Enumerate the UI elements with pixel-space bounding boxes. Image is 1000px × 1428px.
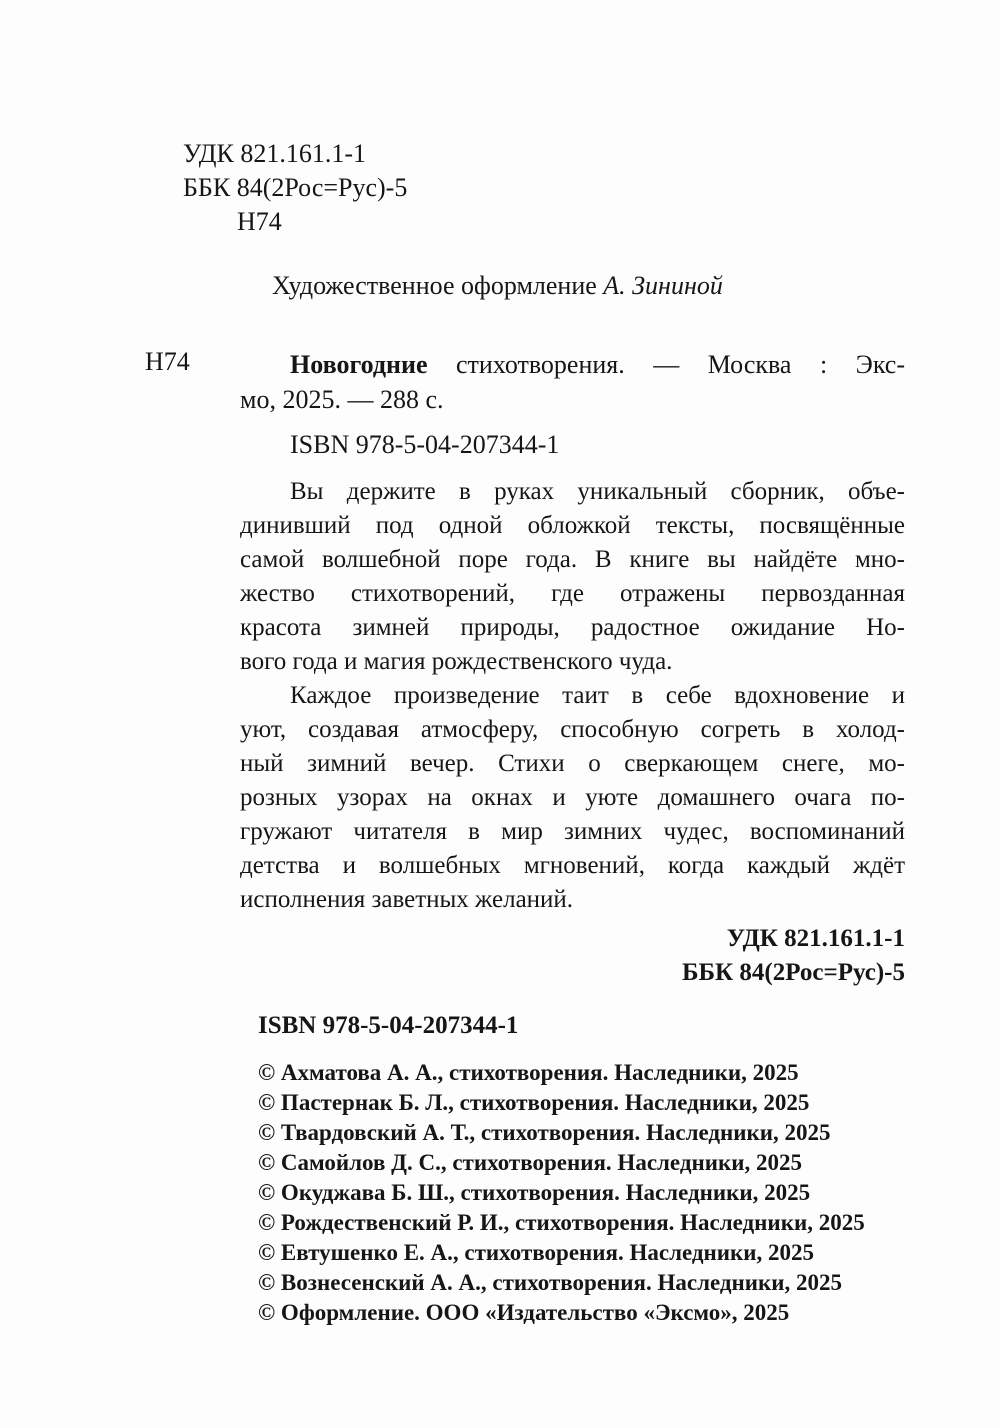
- annotation-line: детства и волшебных мгновений, когда каждый ждёт: [240, 852, 905, 879]
- annotation-line: Вы держите в руках уникальный сборник, объе-: [290, 478, 905, 505]
- annotation-line: ный зимний вечер. Стихи о сверкающем снеге, мо-: [240, 750, 905, 777]
- annotation-line: исполнения заветных желаний.: [240, 886, 574, 913]
- annotation-text: [240, 475, 905, 917]
- isbn-number: ISBN 978-5-04-207344-1: [290, 430, 560, 459]
- copyright-line: © Оформление. ООО «Издательство «Эксмо», 2025: [258, 1300, 790, 1325]
- copyright-line: © Пастернак Б. Л., стихотворения. Наследники, 2025: [258, 1090, 810, 1115]
- copyright-line: © Ахматова А. А., стихотворения. Наследники, 2025: [258, 1060, 799, 1085]
- isbn-number-bold: ISBN 978-5-04-207344-1: [258, 1012, 519, 1039]
- annotation-line: самой волшебной поре года. В книге вы найдёте мно-: [240, 546, 905, 573]
- bibliographic-codes-bottom: [240, 922, 905, 990]
- annotation-line: гружают читателя в мир зимних чудес, воспоминаний: [240, 818, 905, 845]
- designer-name: А. Зининой: [603, 271, 723, 300]
- bbk-code-top: ББК 84(2Рос=Рус)-5: [183, 173, 408, 202]
- annotation-line: красота зимней природы, радостное ожидание Но-: [240, 614, 905, 641]
- design-credit: [272, 271, 723, 301]
- catalog-line-2: мо, 2025. — 288 с.: [240, 385, 444, 414]
- copyright-line: © Евтушенко Е. А., стихотворения. Наследники, 2025: [258, 1240, 815, 1265]
- annotation-line: уют, создавая атмосферу, способную согреть в холод-: [240, 716, 905, 743]
- copyright-line: © Вознесенский А. А., стихотворения. Наследники, 2025: [258, 1270, 843, 1295]
- design-credit-text: Художественное оформление: [272, 271, 604, 300]
- author-sign-top: Н74: [237, 207, 282, 236]
- bbk-code-bottom: ББК 84(2Рос=Рус)-5: [682, 959, 905, 986]
- catalog-entry: [240, 347, 905, 417]
- udk-code-bottom: УДК 821.161.1-1: [726, 925, 905, 952]
- annotation-line: жество стихотворений, где отражены первозданная: [240, 580, 905, 607]
- catalog-line-1: [240, 347, 905, 382]
- author-sign-entry: Н74: [145, 347, 190, 376]
- udk-code-top: УДК 821.161.1-1: [183, 139, 367, 168]
- annotation-line: розных узорах на окнах и уюте домашнего очага по-: [240, 784, 905, 811]
- book-title: Новогодние: [290, 350, 428, 379]
- copyright-line: © Самойлов Д. С., стихотворения. Наследники, 2025: [258, 1150, 802, 1175]
- catalog-line-1-rest: стихотворения. — Москва : Экс-: [427, 350, 905, 379]
- copyright-line: © Окуджава Б. Ш., стихотворения. Наследники, 2025: [258, 1180, 811, 1205]
- annotation-line: динивший под одной обложкой тексты, посвящённые: [240, 512, 905, 539]
- annotation-line: Каждое произведение таит в себе вдохновение и: [290, 682, 905, 709]
- copyright-line: © Рождественский Р. И., стихотворения. Наследники, 2025: [258, 1210, 865, 1235]
- copyright-line: © Твардовский А. Т., стихотворения. Наследники, 2025: [258, 1120, 831, 1145]
- copyright-list: [258, 1058, 865, 1328]
- bibliographic-codes-top: [183, 137, 407, 239]
- annotation-line: вого года и магия рождественского чуда.: [240, 648, 673, 675]
